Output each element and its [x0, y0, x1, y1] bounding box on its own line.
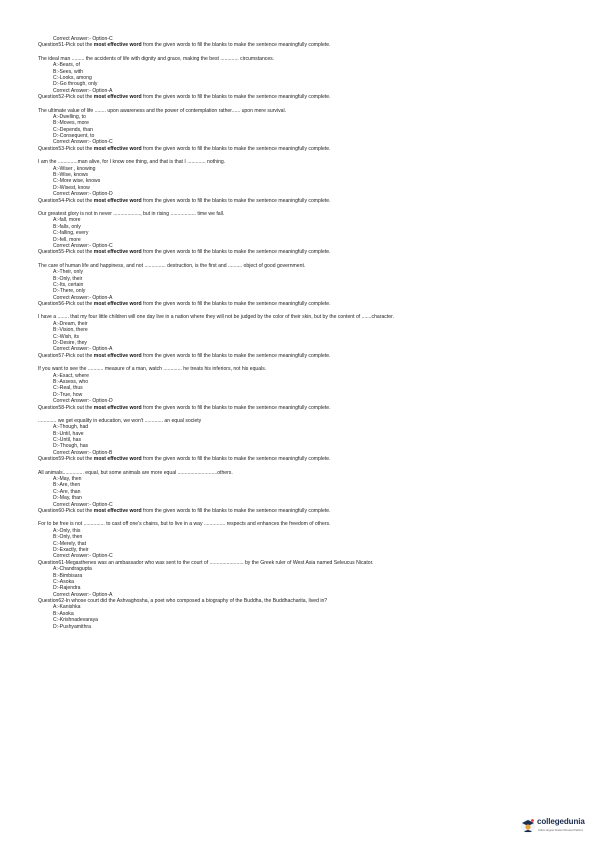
correct-answer: Correct Answer:- Option-A: [53, 294, 113, 301]
instruction-emphasis: most effective word: [93, 42, 142, 49]
instruction-text: -Pick out the: [64, 197, 94, 204]
answer-option: D:-Go through, only: [53, 81, 98, 88]
question-sentence: The ultimate value of life ........ upon awareness and the power of contemplation rather...... upon mere survival.: [38, 107, 287, 114]
answer-option: A:-fall, more: [53, 217, 81, 224]
instruction-emphasis: most effective word: [93, 352, 142, 359]
answer-option: C:-Its, certain: [53, 281, 84, 288]
answer-option: A:-Though, had: [53, 424, 89, 431]
answer-option: B:-Only, then: [53, 534, 83, 541]
instruction-emphasis: most effective word: [93, 249, 142, 256]
answer-option: D:-fell, more: [53, 236, 81, 243]
answer-option: C:-Are, than: [53, 488, 81, 495]
instruction-text: from the given words to fill the blanks to make the sentence meaningfully complete.: [141, 42, 331, 49]
answer-option: B:-falls, only: [53, 223, 81, 230]
answer-option: D:-Rajendra: [53, 585, 81, 592]
question-list: [38, 42, 558, 630]
logo-tagline: India's largest Student Review Platform: [538, 829, 584, 832]
answer-option: C:-Until, has: [53, 437, 82, 444]
graduate-icon: [520, 817, 536, 833]
answer-option: C:-falling, every: [53, 230, 89, 237]
question-sentence: For to be free is not ............... to cast off one's chains, but to live in a way ............... respects and enhances the freedom of others.: [38, 521, 331, 528]
answer-option: B:-Wise, knows: [53, 172, 89, 179]
answer-option: A:-Their, only: [53, 269, 84, 276]
question-header: [38, 146, 558, 152]
answer-option: D:-Desire, they: [53, 340, 87, 347]
question-sentence: If you want to see the ........... measure of a man, watch ............. he treats his inferiors, not his equals.: [38, 366, 267, 373]
question-sentence: ............. we get equality in education, we won't ............. an equal society: [38, 417, 202, 424]
answer-option: A:-Only, this: [53, 527, 81, 534]
question-number: Question58: [38, 404, 65, 411]
question-sentence: All animals............... equal, but some animals are more equal ............................others.: [38, 469, 233, 476]
answer-option: C:-Asoka: [53, 578, 74, 585]
answer-option: B:-Are, then: [53, 482, 81, 489]
question-number: Question54: [38, 197, 65, 204]
correct-answer: Correct Answer:- Option-B: [53, 449, 113, 456]
instruction-emphasis: most effective word: [93, 301, 142, 308]
instruction-emphasis: most effective word: [93, 456, 142, 463]
question-sentence: The care of human life and happiness, and not ............... destruction, is the first and .......... object of good government.: [38, 262, 306, 269]
answer-option: D:-Consequent, to: [53, 133, 95, 140]
correct-answer: Correct Answer:- Option-A: [53, 346, 113, 353]
instruction-text: from the given words to fill the blanks to make the sentence meaningfully complete.: [141, 249, 331, 256]
answer-option: D:-True, how: [53, 391, 83, 398]
answer-option: B:-Asoka: [53, 610, 74, 617]
answer-option: C:-More wise, knows: [53, 178, 101, 185]
answer-option: D:-Pushyamithra: [53, 623, 91, 630]
question-header: [38, 508, 558, 514]
question-number: Question57: [38, 352, 65, 359]
correct-answer: Correct Answer:- Option-C: [53, 139, 113, 146]
instruction-text: -Pick out the: [64, 249, 94, 256]
instruction-text: -Pick out the: [64, 145, 94, 152]
question-text: -Megasthenes was an ambassador who was sent to the court of ........................ by the Greek ruler of West Asia named Seleucus Nicator.: [64, 559, 374, 566]
question-number: Question55: [38, 249, 65, 256]
instruction-text: -Pick out the: [64, 94, 94, 101]
answer-option: A:-Kanishka: [53, 604, 81, 611]
logo-text: collegedunia: [537, 817, 585, 826]
question-header: [38, 94, 558, 100]
answer-option: D:-Exactly, their: [53, 546, 89, 553]
answer-option: C:-Wish, its: [53, 333, 80, 340]
instruction-text: -Pick out the: [64, 404, 94, 411]
answer-option: C:-Depends, than: [53, 126, 93, 133]
instruction-text: -Pick out the: [64, 42, 94, 49]
instruction-emphasis: most effective word: [93, 508, 142, 514]
answer-option: A:-Chandragupta: [53, 566, 92, 573]
answer-option: C:-Looks, among: [53, 74, 92, 81]
answer-option: C:-Merely, that: [53, 540, 87, 547]
question-number: Question59: [38, 456, 65, 463]
answer-option: A:-Wiser , knowing: [53, 165, 96, 172]
answer-option: D:-May, than: [53, 495, 82, 502]
question-number: Question51: [38, 42, 65, 49]
instruction-text: from the given words to fill the blanks to make the sentence meaningfully complete.: [141, 508, 331, 514]
instruction-text: from the given words to fill the blanks to make the sentence meaningfully complete.: [141, 352, 331, 359]
answer-option: B:-Sees, with: [53, 68, 84, 75]
correct-answer: Correct Answer:- Option-C: [53, 501, 113, 508]
instruction-emphasis: most effective word: [93, 145, 142, 152]
answer-option: D:-There, only: [53, 288, 86, 295]
correct-answer: Correct Answer:- Option-C: [53, 553, 113, 560]
question-header: [38, 301, 558, 307]
answer-option: D:-Wisest, know: [53, 184, 90, 191]
question-number: Question60: [38, 508, 65, 514]
answer-option: D:-Though, has: [53, 443, 89, 450]
collegedunia-logo: [520, 815, 592, 837]
instruction-text: from the given words to fill the blanks to make the sentence meaningfully complete.: [141, 94, 331, 101]
answer-option: C:-Real, thus: [53, 385, 83, 392]
question-number: Question52: [38, 94, 65, 101]
question-sentence: I am the ..............man alive, for I know one thing, and that is that I ............. nothing.: [38, 159, 226, 166]
instruction-text: -Pick out the: [64, 352, 94, 359]
correct-answer: Correct Answer:- Option-A: [53, 591, 113, 598]
answer-option: B:-Vision, there: [53, 327, 88, 334]
instruction-text: from the given words to fill the blanks to make the sentence meaningfully complete.: [141, 145, 331, 152]
question-number: Question53: [38, 145, 65, 152]
correct-answer: Correct Answer:- Option-A: [53, 87, 113, 94]
instruction-emphasis: most effective word: [93, 197, 142, 204]
answer-option: B:-Bimbisara: [53, 572, 83, 579]
question-number: Question61: [38, 559, 65, 566]
document-body: [38, 36, 558, 630]
instruction-text: from the given words to fill the blanks to make the sentence meaningfully complete.: [141, 301, 331, 308]
question-sentence: The ideal man ......... the accidents of life with dignity and grace, making the best ............. circumstances.: [38, 55, 275, 62]
instruction-text: from the given words to fill the blanks to make the sentence meaningfully complete.: [141, 404, 331, 411]
instruction-emphasis: most effective word: [93, 404, 142, 411]
answer-option: B:-Until, have: [53, 430, 84, 437]
question-text: -In whose court did the Ashvaghosha, a poet who composed a biography of the Buddha, the Buddhacharita, lived in?: [64, 598, 328, 605]
question-number: Question56: [38, 301, 65, 308]
question-sentence: I have a ........ that my four little children will one day live in a nation where they will not be judged by the color of their skin, but by the content of .......character.: [38, 314, 394, 321]
correct-answer: Correct Answer:- Option-C: [53, 242, 113, 249]
correct-answer: Correct Answer:- Option-D: [53, 398, 113, 405]
instruction-text: -Pick out the: [64, 301, 94, 308]
answer-option: B:-Assess, who: [53, 378, 89, 385]
answer-option: A:-Dwelling, to: [53, 113, 86, 120]
answer-option: A:-May, then: [53, 476, 82, 483]
question-header: [38, 42, 558, 48]
question-number: Question62: [38, 598, 65, 605]
answer-option: B:-Moves, more: [53, 120, 89, 127]
question-header: [38, 405, 558, 411]
instruction-text: -Pick out the: [64, 456, 94, 463]
answer-option: B:-Only, their: [53, 275, 83, 282]
correct-answer: Correct Answer:- Option-D: [53, 191, 113, 198]
answer-option: A:-Dream, their: [53, 320, 88, 327]
answer-option: A:-Exact, where: [53, 372, 89, 379]
question-header: [38, 198, 558, 204]
instruction-text: from the given words to fill the blanks to make the sentence meaningfully complete.: [141, 456, 331, 463]
instruction-emphasis: most effective word: [93, 94, 142, 101]
instruction-text: from the given words to fill the blanks to make the sentence meaningfully complete.: [141, 197, 331, 204]
question-header: [38, 456, 558, 462]
question-sentence: Our greatest glory is not in never ..................., but in rising .................. time we fall.: [38, 210, 225, 217]
question-header: [38, 249, 558, 255]
instruction-text: -Pick out the: [64, 508, 94, 514]
answer-option: A:-Bears, of: [53, 62, 80, 69]
answer-option: C:-Krishnadevaraya: [53, 617, 99, 624]
question-header: [38, 353, 558, 359]
correct-answer-q50: Correct Answer:- Option-C: [53, 36, 113, 42]
